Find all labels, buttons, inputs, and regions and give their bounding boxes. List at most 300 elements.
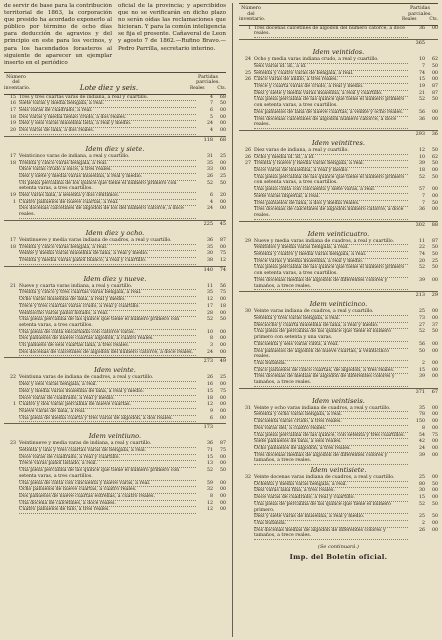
amount-cents: 00 [432, 405, 438, 411]
item-description: Seis varas id. id., a id. [254, 64, 408, 71]
inventory-row [4, 402, 226, 409]
inventory-number [239, 91, 254, 98]
amount-cents: 50 [220, 180, 226, 186]
inventory-row [239, 446, 438, 453]
item-description: Siete varas imperial, a real. [254, 194, 408, 201]
item-description: Diez varas de indiana, a real y cuartillo. [254, 148, 408, 155]
item-description: Nueve y media varas indiana de cuadros, a real y cuartillo. [254, 239, 408, 246]
lot-total [239, 39, 438, 46]
amount-cents: 87 [432, 238, 438, 244]
continued-note: (Se continuará.) [318, 544, 359, 551]
amount-cents: 00 [220, 114, 226, 120]
intro-text [4, 3, 226, 67]
amount-reales: 80 [419, 481, 425, 487]
amount-reales: 10 [207, 329, 213, 335]
amount-reales: 17 [207, 303, 213, 309]
lot-total [4, 136, 226, 143]
inventory-number: 21 [10, 283, 16, 289]
amount-cents: 00 [220, 493, 226, 499]
amount-cents: 75 [220, 251, 226, 257]
item-description: Cinco varas de añillo, a tres reales. [254, 77, 408, 84]
inventory-row [239, 495, 438, 502]
inventory-row [239, 77, 438, 84]
inventory-table-header-left [4, 72, 226, 95]
amount-reales: 8 [210, 493, 213, 499]
header-lot-title: Lote diez y seis. [79, 82, 139, 92]
inventory-number [4, 409, 19, 416]
item-description: Treinta y cinco varas bengala, a real. [19, 161, 196, 168]
amount-cents: 00 [432, 520, 438, 526]
amount-reales: 24 [207, 206, 213, 212]
amount-cents: 00 [432, 207, 438, 213]
item-description: Tres docenas medias de algodón de diferentes colores y tamaños, a trece reales. [254, 453, 408, 465]
inventory-number [4, 396, 19, 403]
amount-reales: 10 [419, 154, 425, 160]
amount-reales: 35 [419, 405, 425, 411]
item-description: Una pieza de media cuarta y tres varas de algodón, a dos reales. [19, 416, 196, 423]
item-description: Diez y seis varas muselina lista, a real y medio. [19, 121, 196, 128]
inventory-row [239, 374, 438, 386]
item-description: Doce varas de muselina, a real y medio. [254, 168, 408, 175]
lot-total [239, 291, 438, 298]
inventory-number [239, 453, 254, 465]
item-description: Ochenta y media varas bengala, a real. [254, 482, 408, 489]
inventory-number [4, 389, 19, 396]
amount-reales: 24 [207, 121, 213, 127]
item-description: Tres docenas calcetines de algodón número catorce, a doce reales. [254, 117, 408, 129]
item-description: Ocho pañuelos de algodón, a tres reales. [254, 446, 408, 453]
amount-reales: 73 [419, 315, 425, 321]
amount-cents: 62 [432, 154, 438, 160]
amount-cents: 00 [432, 348, 438, 354]
inventory-number [239, 419, 254, 426]
amount-cents: 00 [220, 121, 226, 127]
inventory-number [4, 311, 19, 318]
inventory-row [239, 265, 438, 277]
header-partial-label [190, 75, 226, 92]
header-partial-text: Partidas parciales. [408, 6, 432, 17]
total-cents: 45 [219, 220, 226, 227]
amount-reales: 31 [207, 153, 213, 159]
amount-cents: 00 [220, 395, 226, 401]
inventory-row [4, 494, 226, 501]
amount-cents: 50 [432, 200, 438, 206]
amount-cents: 00 [432, 412, 438, 418]
amount-reales: 4 [210, 199, 213, 205]
amount-reales: 59 [207, 480, 213, 486]
amount-reales: 52 [419, 97, 425, 103]
inventory-row [4, 128, 226, 135]
imprint-line: Imp. del Boletín oficial. [289, 553, 388, 562]
inventory-number [239, 446, 254, 453]
inventory-number [4, 290, 19, 297]
amount-cents: 00 [220, 500, 226, 506]
item-description: Trece varas pañol listado, a real. [19, 461, 196, 468]
lot-total [239, 221, 438, 228]
amount-cents: 00 [432, 360, 438, 366]
item-description: Una pieza percalina de las quince que tiene el número primero con setenta varas, a tres cuartillos. [19, 317, 196, 329]
amount-cents: 00 [432, 187, 438, 193]
inventory-number [239, 482, 254, 489]
item-description: Cincuenta y seis varas cinta, a real. [254, 342, 408, 349]
item-description: Dos pañuelos de lana de nueve cuartas, a veinte y ocho reales. [254, 110, 408, 117]
lot-total [239, 388, 438, 395]
inventory-number: 29 [245, 238, 251, 244]
item-description: Diez y media varas muselina de lana, a real y medio. [19, 389, 196, 396]
inventory-row [4, 382, 226, 389]
inventory-number: 25 [245, 70, 251, 76]
item-description: Dieciocho y cuarta muselina de lana, a real y medio. [254, 323, 408, 330]
item-description: Cinco pañuelos de cinco cuartas, de algodón, a tres reales. [254, 368, 408, 375]
item-description: Una pieza cinta con cincuenta y siete varas, a real. [254, 187, 408, 194]
item-description: Setenta y cuatro varas de bengala, a real. [254, 71, 408, 78]
amount-reales: 3 [210, 343, 213, 349]
amount-reales: 8 [210, 336, 213, 342]
inventory-row [239, 453, 438, 465]
amount-reales: 2 [422, 520, 425, 526]
amount-cents: 00 [432, 193, 438, 199]
amount-reales: 8 [422, 425, 425, 431]
total-cents: 36 [431, 130, 438, 137]
amount-reales: 6 [210, 415, 213, 421]
header-reales: Reales [190, 86, 205, 92]
item-description: Ocho pañuelos de nueve cuartas, a cuatro reales. [19, 487, 196, 494]
inventory-number [239, 278, 254, 290]
lot-total [4, 266, 226, 273]
amount-reales: 35 [207, 244, 213, 250]
inventory-number [4, 304, 19, 311]
item-description: Doce varas de cuadrado, a real y cuartillo. [19, 455, 196, 462]
left-column [4, 3, 226, 637]
amount-reales: 21 [419, 90, 425, 96]
item-description: Trece y tres cuartas varas crudo, a real y cuartillo. [19, 304, 196, 311]
inventory-row [239, 329, 438, 341]
item-description: Veinticinco varas de indiana, a real y cuartillo. [19, 154, 196, 161]
inventory-number: 32 [245, 475, 251, 481]
header-cts: Cts. [429, 17, 438, 23]
inventory-number [4, 481, 19, 488]
item-description: Tres y tres cuartas varas de indiana, a real y cuartillo. [19, 95, 196, 102]
item-description: Veinte y media varas muselina de lana, a real y medio. [19, 251, 196, 258]
amount-cents: 00 [220, 199, 226, 205]
amount-reales: 5 [210, 114, 213, 120]
item-description: Una bufanda. [254, 521, 408, 528]
amount-cents: 00 [220, 487, 226, 493]
total-reales: 371 [415, 388, 425, 395]
inventory-number: 1 [13, 199, 16, 205]
item-description: Diez y seis varas bengala, a real. [19, 382, 196, 389]
inventory-number [4, 206, 19, 218]
amount-reales: 15 [207, 388, 213, 394]
inventory-row [4, 409, 226, 416]
amount-cents: 00 [220, 343, 226, 349]
inventory-number: 1 [13, 402, 16, 408]
inventory-row [4, 448, 226, 455]
inventory-number [4, 167, 19, 174]
right-column [232, 3, 438, 637]
total-reales: 293 [415, 130, 425, 137]
inventory-number [4, 317, 19, 329]
item-description: Tres docenas de medias de algodón de diferentes colores y tamaños, a trece reales. [254, 374, 408, 386]
amount-cents: 00 [432, 452, 438, 458]
item-description: Ocho y media id. id., a id. [254, 155, 408, 162]
amount-cents: 00 [220, 244, 226, 250]
inventory-number [239, 439, 254, 446]
inventory-number [239, 84, 254, 91]
inventory-number [4, 251, 19, 258]
intro-paragraph-2: oficial de la provincia; y apercibidos que no se verificarán en dicho plazo no serán oídas las reclamaciones que hicieran. Y para la común inteligencia se fija el presente. Cañaveral de Leon y agosto 7 de 1862.—Rufino Bravo.—Pedro Parrilla, secretario interino. [118, 3, 226, 52]
inventory-row [239, 316, 438, 323]
total-cents [213, 424, 226, 430]
amount-reales: 74 [419, 252, 425, 258]
inventory-row [239, 514, 438, 521]
item-description: Diez y siete y media varas muselina, a real y cuartillo. [254, 91, 408, 98]
amount-cents: 00 [432, 367, 438, 373]
inventory-row [239, 521, 438, 528]
amount-cents: 50 [432, 265, 438, 271]
left-inventory-list [4, 95, 226, 514]
inventory-number [239, 259, 254, 266]
amount-reales: 39 [419, 452, 425, 458]
amount-reales: 26 [419, 527, 425, 533]
right-inventory-list [239, 26, 438, 540]
amount-cents: 75 [220, 290, 226, 296]
item-description: Tres docenas calcetines de algodón del número catorce, a doce reales. [254, 26, 408, 38]
item-description: Veinte y ocho varas indiana de cuadros, a real y cuartillo. [254, 406, 408, 413]
inventory-number [239, 187, 254, 194]
item-description: Veintidos y media varas bengala, a real. [254, 245, 408, 252]
amount-cents: 00 [220, 160, 226, 166]
item-description: Diez varas lana fina, a tres reales. [254, 488, 408, 495]
inventory-number [239, 207, 254, 219]
inventory-row [239, 168, 438, 175]
item-description: Una pieza de percalina de las quince que tiene el número primero. [254, 502, 408, 514]
item-description: Doce varas de cuadrado, a real y cuartillo. [254, 495, 408, 502]
item-description: Veintiuna varas de indiana de cuadros, a real y cuartillo. [19, 375, 196, 382]
inventory-number [4, 448, 19, 455]
inventory-number [239, 514, 254, 521]
amount-reales: 57 [419, 187, 425, 193]
inventory-number [239, 361, 254, 368]
inventory-number [4, 461, 19, 468]
total-reales: 225 [203, 220, 213, 227]
item-description: Trece y cuarta varas de crudo, a real y medio. [254, 84, 408, 91]
amount-cents: 00 [220, 454, 226, 460]
inventory-number: 24 [245, 57, 251, 63]
amount-reales: 35 [207, 160, 213, 166]
amount-reales: 6 [210, 193, 213, 199]
inventory-number: 18 [10, 160, 16, 166]
inventory-row [4, 317, 226, 329]
item-description: Dos docenas medias de algodón de diferentes colores y tamaños, a trece reales. [254, 528, 408, 540]
amount-reales: 71 [207, 448, 213, 454]
inventory-number [4, 343, 19, 350]
item-description: Nueve varas de lana, a real. [19, 409, 196, 416]
inventory-number [239, 201, 254, 208]
amount-cents: 00 [432, 527, 438, 533]
total-reales: 365 [415, 40, 425, 47]
item-description: Treinta y media varas pañol blanco, a real y cuartillo. [19, 258, 196, 265]
item-description: Una pieza percalina de las quince que tiene el número primero con setenta varas, a tres cuartillos. [254, 265, 408, 277]
amount-reales: 36 [207, 441, 213, 447]
amount-cents: 00 [220, 336, 226, 342]
amount-reales: 52 [207, 468, 213, 474]
item-description: Veintiocho varas pañol listado, a real. [19, 311, 196, 318]
amount-cents: 50 [432, 501, 438, 507]
inventory-number [4, 416, 19, 423]
amount-reales: 39 [419, 161, 425, 167]
item-description: Una pieza percalina de las quince, con setenta y tres cuartillos. [254, 433, 408, 440]
amount-cents: 25 [220, 173, 226, 179]
amount-reales: 35 [207, 290, 213, 296]
amount-cents: 00 [220, 167, 226, 173]
inventory-row [4, 108, 226, 115]
amount-cents: 00 [432, 277, 438, 283]
item-description: Un pieza percalina de los quince que tiene el número primero con setenta varas, a tres cuartillos. [19, 181, 196, 193]
amount-cents: 00 [432, 475, 438, 481]
amount-cents: 00 [220, 480, 226, 486]
inventory-row [239, 26, 438, 38]
inventory-number: 18 [10, 244, 16, 250]
inventory-number [239, 110, 254, 117]
item-description: Cincuenta varas crudo, a tres reales. [254, 419, 408, 426]
inventory-number [239, 374, 254, 386]
amount-reales: 32 [207, 487, 213, 493]
inventory-number [4, 507, 19, 514]
amount-cents: 00 [220, 402, 226, 408]
amount-cents: 00 [220, 310, 226, 316]
header-units [190, 86, 226, 92]
amount-reales: 54 [419, 432, 425, 438]
item-description: Cuatro y dos varas percalina de nueve cuartas. [19, 402, 196, 409]
total-cents: 29 [431, 292, 438, 299]
inventory-number [4, 297, 19, 304]
item-description: Treinta y nueve y media varas bengala, a real. [254, 161, 408, 168]
inventory-row [4, 154, 226, 161]
amount-cents: 00 [432, 374, 438, 380]
inventory-row [239, 342, 438, 349]
total-reales: 213 [415, 292, 425, 299]
amount-reales: 52 [419, 174, 425, 180]
amount-reales: 2 [422, 360, 425, 366]
amount-reales: 56 [419, 109, 425, 115]
lot-title: Idem veintisiete. [310, 466, 367, 475]
inventory-row [239, 278, 438, 290]
lot-total [4, 423, 226, 430]
amount-reales: 52 [207, 317, 213, 323]
amount-cents: 00 [220, 329, 226, 335]
inventory-number [239, 329, 254, 341]
amount-cents: 00 [220, 128, 226, 134]
inventory-row [239, 361, 438, 368]
intro-paragraph-1: de servir de base para la contribución territorial de 1863, la corporación que presido ha acordado exponerlo al público por término de ocho días para deducción de agravios y del principio en este para los vecinos, y para los hacendados forasteros al siguiente de aparecer un ejemplar inserto en el periódico [4, 3, 112, 66]
inventory-number: 27 [245, 161, 251, 167]
inventory-number [239, 495, 254, 502]
inventory-number: 23 [10, 441, 16, 447]
item-description: Setenta y ocho varas bengala, a real. [254, 412, 408, 419]
inventory-row [4, 389, 226, 396]
item-description: Ocho y media varas indiana crudo, a real y cuartillo. [254, 57, 408, 64]
amount-reales: 26 [207, 173, 213, 179]
amount-cents: 50 [432, 174, 438, 180]
item-description: Una pieza de percalina de las quince que tiene el número primero con setenta y una varas. [254, 329, 408, 341]
lot-title: Idem veinticinco. [309, 300, 368, 309]
item-description: Tres docenas medias de algodón de diferentes colores y tamaños, a trece reales. [254, 278, 408, 290]
amount-reales: 11 [419, 238, 425, 244]
amount-reales: 13 [207, 461, 213, 467]
inventory-row [239, 110, 438, 117]
item-description: Una pieza de cinta encarnada con catorce varas. [19, 330, 196, 337]
amount-reales: 7 [422, 200, 425, 206]
inventory-number [239, 488, 254, 495]
item-description: Dos pañuelos de algodón de nueve cuartas, a veinticinco reales. [254, 349, 408, 361]
amount-reales: 24 [207, 349, 213, 355]
item-description: Seis varas de cuadrado, a real. [19, 108, 196, 115]
inventory-number [4, 487, 19, 494]
amount-reales: 12 [419, 147, 425, 153]
amount-cents: 00 [220, 408, 226, 414]
inventory-number [4, 494, 19, 501]
lot-title: Idem veintiseis. [312, 396, 365, 405]
inventory-number [4, 382, 19, 389]
amount-cents: 00 [432, 116, 438, 122]
inventory-row [239, 252, 438, 259]
amount-cents: 20 [220, 193, 226, 199]
item-description: Cuatro pañuelos de hilo, a tres reales. [19, 507, 196, 514]
item-description: Un pañuelo de seis cuartas lana, a tres reales. [19, 343, 196, 350]
inventory-row [239, 439, 438, 446]
header-partial-label [402, 6, 438, 23]
amount-reales: 4 [210, 128, 213, 134]
total-reales: 118 [203, 136, 213, 143]
amount-cents: 37 [432, 322, 438, 328]
inventory-row [4, 238, 226, 245]
amount-reales: 30 [207, 251, 213, 257]
total-cents: 49 [219, 358, 226, 365]
amount-reales: 52 [419, 265, 425, 271]
amount-reales: 39 [419, 374, 425, 380]
item-description: Una pieza percalina de las quince que tiene el número primero con setenta varas, a tres cuartillos. [19, 468, 196, 480]
inventory-row [239, 57, 438, 64]
inventory-row [239, 148, 438, 155]
inventory-row [239, 502, 438, 514]
amount-reales: 56 [419, 341, 425, 347]
inventory-row [4, 174, 226, 181]
amount-reales: 42 [419, 439, 425, 445]
inventory-row [4, 297, 226, 304]
inventory-number [239, 117, 254, 129]
amount-cents: 50 [432, 147, 438, 153]
amount-cents: 00 [432, 445, 438, 451]
amount-cents: 00 [220, 461, 226, 467]
item-description: Tres pañuelos de lana, a dos y media reales. [254, 201, 408, 208]
item-description: Veinte varas indiana de cuadros, a real y cuartillo. [254, 309, 408, 316]
amount-cents: 00 [220, 349, 226, 355]
inventory-number: 1 [248, 25, 251, 31]
inventory-number [4, 181, 19, 193]
amount-cents: 62 [432, 57, 438, 63]
lot-title: Idem veinticuatro. [307, 229, 370, 238]
amount-reales: 15 [207, 454, 213, 460]
inventory-number [239, 528, 254, 540]
amount-cents: 00 [432, 70, 438, 76]
header-reales: Reales [402, 17, 417, 23]
inventory-number: 17 [10, 153, 16, 159]
amount-cents: 18 [220, 303, 226, 309]
inventory-row [239, 194, 438, 201]
amount-reales: 78 [419, 412, 425, 418]
inventory-number [239, 194, 254, 201]
